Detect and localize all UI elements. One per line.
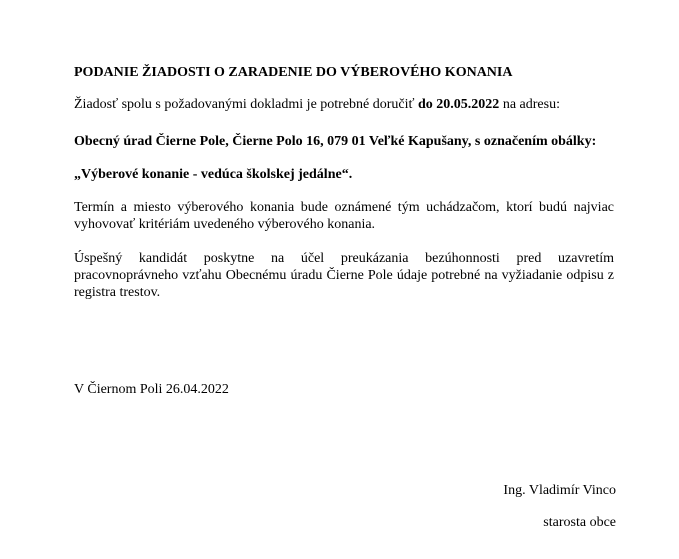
submission-text-before: Žiadosť spolu s požadovanými dokladmi je potrebné doručiť — [74, 97, 419, 112]
document-title: PODANIE ŽIADOSTI O ZARADENIE DO VÝBEROVÉHO KONANIA — [74, 65, 513, 80]
office-address: Obecný úrad Čierne Pole, Čierne Polo 16, 079 01 Veľké Kapušany, s označením obálky: — [74, 134, 597, 149]
paragraph-candidate: Úspešný kandidát poskytne na účel preukázania bezúhonnosti pred uzavretím pracovnoprávneho vzťahu Obecnému úradu Čierne Pole údaje potrebné na vyžiadanie odpisu z registra trestov. — [74, 251, 614, 300]
signatory-role: starosta obce — [543, 515, 616, 530]
submission-text-after: na adresu: — [499, 97, 560, 112]
submission-deadline: do 20.05.2022 — [418, 97, 500, 112]
submission-instruction — [74, 96, 614, 113]
signatory-name: Ing. Vladimír Vinco — [503, 483, 616, 498]
place-and-date: V Čiernom Poli 26.04.2022 — [74, 382, 229, 397]
paragraph-term: Termín a miesto výberového konania bude oznámené tým uchádzačom, ktorí budú najviac vyhovovať kritériám uvedeného výberového konania. — [74, 200, 614, 232]
envelope-label: „Výberové konanie - vedúca školskej jedálne“. — [74, 167, 353, 182]
